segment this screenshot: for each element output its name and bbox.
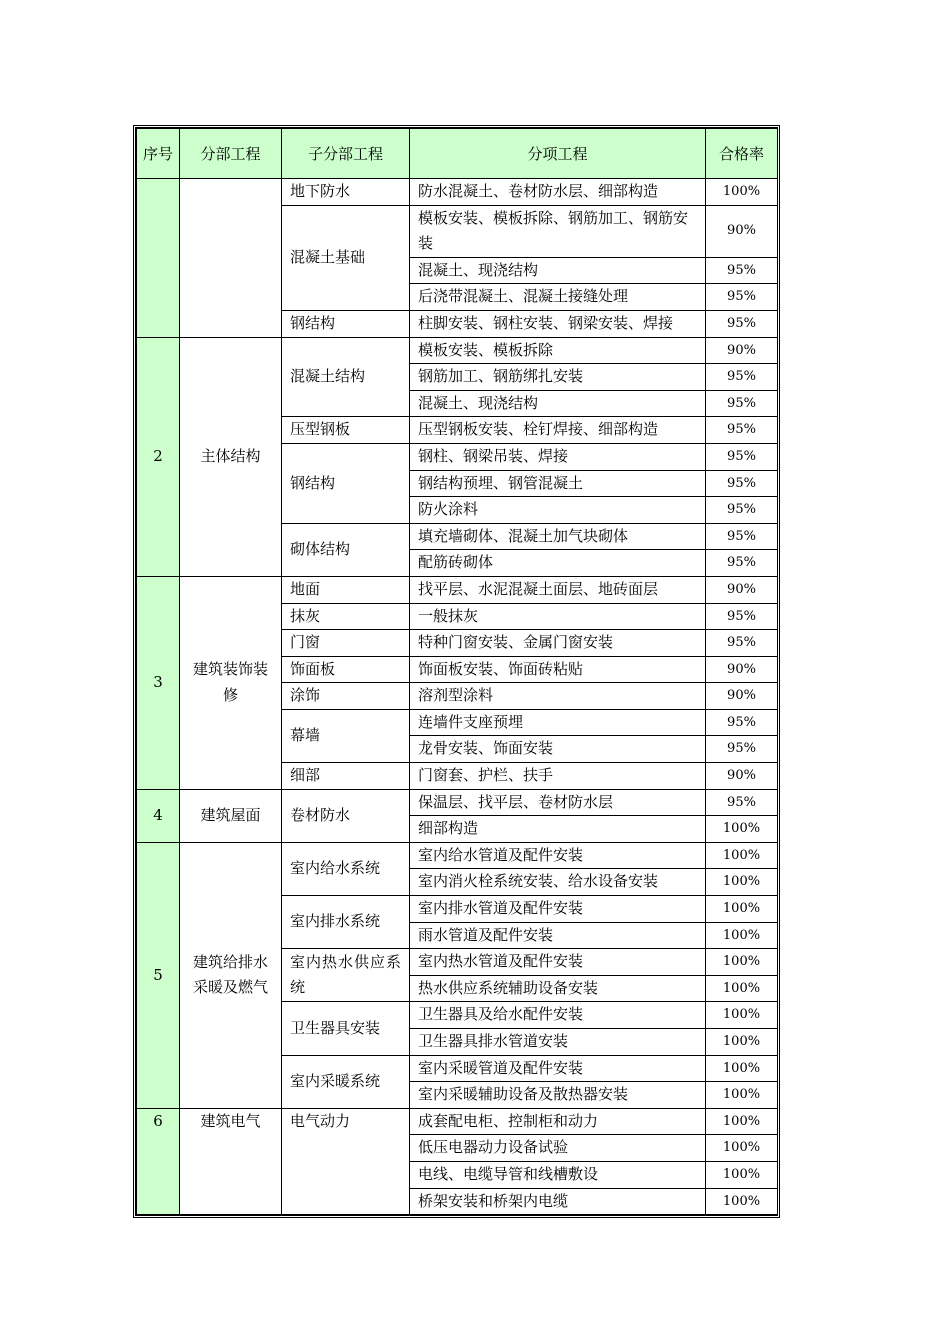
rate-cell: 100% xyxy=(706,1055,778,1082)
item-cell: 细部构造 xyxy=(410,816,706,843)
seq-cell: 5 xyxy=(137,842,180,1108)
rate-cell: 100% xyxy=(706,1002,778,1029)
quality-table xyxy=(136,128,778,1215)
rate-cell: 95% xyxy=(706,497,778,524)
header-division: 分部工程 xyxy=(180,129,282,179)
quality-table-frame xyxy=(133,125,780,1218)
subdivision-cell: 钢结构 xyxy=(282,443,410,523)
rate-cell: 100% xyxy=(706,1082,778,1109)
subdivision-cell: 饰面板 xyxy=(282,656,410,683)
subdivision-cell: 室内热水供应系统 xyxy=(282,949,410,1002)
item-cell: 钢结构预埋、钢管混凝土 xyxy=(410,470,706,497)
subdivision-cell: 幕墙 xyxy=(282,709,410,762)
rate-cell: 100% xyxy=(706,975,778,1002)
subdivision-cell: 室内给水系统 xyxy=(282,842,410,895)
rate-cell: 100% xyxy=(706,816,778,843)
rate-cell: 95% xyxy=(706,709,778,736)
rate-cell: 95% xyxy=(706,417,778,444)
subdivision-cell: 涂饰 xyxy=(282,683,410,710)
rate-cell: 100% xyxy=(706,1135,778,1162)
subdivision-cell: 地面 xyxy=(282,576,410,603)
division-cell xyxy=(180,179,282,338)
header-item: 分项工程 xyxy=(410,129,706,179)
subdivision-cell: 卫生器具安装 xyxy=(282,1002,410,1055)
item-cell: 门窗套、护栏、扶手 xyxy=(410,763,706,790)
rate-cell: 90% xyxy=(706,205,778,257)
rate-cell: 90% xyxy=(706,683,778,710)
rate-cell: 95% xyxy=(706,364,778,391)
rate-cell: 100% xyxy=(706,1161,778,1188)
item-cell: 室内排水管道及配件安装 xyxy=(410,896,706,923)
item-cell: 后浇带混凝土、混凝土接缝处理 xyxy=(410,284,706,311)
item-cell: 饰面板安装、饰面砖粘贴 xyxy=(410,656,706,683)
subdivision-cell: 室内排水系统 xyxy=(282,896,410,949)
item-cell: 电线、电缆导管和线槽敷设 xyxy=(410,1161,706,1188)
item-cell: 压型钢板安装、栓钉焊接、细部构造 xyxy=(410,417,706,444)
item-cell: 一般抹灰 xyxy=(410,603,706,630)
item-cell: 防水混凝土、卷材防水层、细部构造 xyxy=(410,179,706,206)
seq-cell: 6 xyxy=(137,1108,180,1214)
subdivision-cell: 混凝土结构 xyxy=(282,337,410,417)
rate-cell: 90% xyxy=(706,656,778,683)
item-cell: 模板安装、模板拆除 xyxy=(410,337,706,364)
item-cell: 桥架安装和桥架内电缆 xyxy=(410,1188,706,1215)
rate-cell: 100% xyxy=(706,869,778,896)
item-cell: 钢柱、钢梁吊装、焊接 xyxy=(410,443,706,470)
table-row xyxy=(137,842,778,869)
header-seq: 序号 xyxy=(137,129,180,179)
item-cell: 配筋砖砌体 xyxy=(410,550,706,577)
rate-cell: 95% xyxy=(706,443,778,470)
item-cell: 龙骨安装、饰面安装 xyxy=(410,736,706,763)
seq-cell: 3 xyxy=(137,576,180,789)
item-cell: 溶剂型涂料 xyxy=(410,683,706,710)
item-cell: 卫生器具及给水配件安装 xyxy=(410,1002,706,1029)
rate-cell: 100% xyxy=(706,1188,778,1215)
seq-cell: 2 xyxy=(137,337,180,576)
rate-cell: 95% xyxy=(706,550,778,577)
item-cell: 室内热水管道及配件安装 xyxy=(410,949,706,976)
subdivision-cell: 电气动力 xyxy=(282,1108,410,1214)
table-row xyxy=(137,576,778,603)
item-cell: 特种门窗安装、金属门窗安装 xyxy=(410,630,706,657)
header-subdivision: 子分部工程 xyxy=(282,129,410,179)
division-cell: 建筑电气 xyxy=(180,1108,282,1214)
item-cell: 成套配电柜、控制柜和动力 xyxy=(410,1108,706,1135)
rate-cell: 95% xyxy=(706,310,778,337)
rate-cell: 95% xyxy=(706,789,778,816)
subdivision-cell: 压型钢板 xyxy=(282,417,410,444)
item-cell: 雨水管道及配件安装 xyxy=(410,922,706,949)
item-cell: 室内消火栓系统安装、给水设备安装 xyxy=(410,869,706,896)
table-row xyxy=(137,789,778,816)
rate-cell: 95% xyxy=(706,736,778,763)
rate-cell: 100% xyxy=(706,1029,778,1056)
rate-cell: 95% xyxy=(706,630,778,657)
rate-cell: 95% xyxy=(706,284,778,311)
item-cell: 钢筋加工、钢筋绑扎安装 xyxy=(410,364,706,391)
item-cell: 室内给水管道及配件安装 xyxy=(410,842,706,869)
rate-cell: 90% xyxy=(706,763,778,790)
rate-cell: 100% xyxy=(706,922,778,949)
table-row xyxy=(137,1108,778,1135)
header-rate: 合格率 xyxy=(706,129,778,179)
rate-cell: 95% xyxy=(706,390,778,417)
item-cell: 混凝土、现浇结构 xyxy=(410,390,706,417)
division-cell: 建筑装饰装修 xyxy=(180,576,282,789)
subdivision-cell: 地下防水 xyxy=(282,179,410,206)
subdivision-cell: 门窗 xyxy=(282,630,410,657)
table-row xyxy=(137,337,778,364)
subdivision-cell: 混凝土基础 xyxy=(282,205,410,310)
subdivision-cell: 抹灰 xyxy=(282,603,410,630)
item-cell: 找平层、水泥混凝土面层、地砖面层 xyxy=(410,576,706,603)
subdivision-cell: 钢结构 xyxy=(282,310,410,337)
seq-cell: 4 xyxy=(137,789,180,842)
division-cell: 主体结构 xyxy=(180,337,282,576)
item-cell: 柱脚安装、钢柱安装、钢梁安装、焊接 xyxy=(410,310,706,337)
division-cell: 建筑给排水采暖及燃气 xyxy=(180,842,282,1108)
item-cell: 混凝土、现浇结构 xyxy=(410,257,706,284)
subdivision-cell: 砌体结构 xyxy=(282,523,410,576)
item-cell: 填充墙砌体、混凝土加气块砌体 xyxy=(410,523,706,550)
rate-cell: 100% xyxy=(706,949,778,976)
item-cell: 连墙件支座预埋 xyxy=(410,709,706,736)
subdivision-cell: 室内采暖系统 xyxy=(282,1055,410,1108)
item-cell: 卫生器具排水管道安装 xyxy=(410,1029,706,1056)
rate-cell: 90% xyxy=(706,576,778,603)
table-row xyxy=(137,179,778,206)
item-cell: 防火涂料 xyxy=(410,497,706,524)
table-body xyxy=(137,179,778,1215)
rate-cell: 100% xyxy=(706,842,778,869)
item-cell: 低压电器动力设备试验 xyxy=(410,1135,706,1162)
subdivision-cell: 卷材防水 xyxy=(282,789,410,842)
header-row xyxy=(137,129,778,179)
seq-cell xyxy=(137,179,180,338)
subdivision-cell: 细部 xyxy=(282,763,410,790)
item-cell: 热水供应系统辅助设备安装 xyxy=(410,975,706,1002)
rate-cell: 95% xyxy=(706,603,778,630)
item-cell: 室内采暖管道及配件安装 xyxy=(410,1055,706,1082)
rate-cell: 100% xyxy=(706,1108,778,1135)
item-cell: 室内采暖辅助设备及散热器安装 xyxy=(410,1082,706,1109)
item-cell: 保温层、找平层、卷材防水层 xyxy=(410,789,706,816)
rate-cell: 95% xyxy=(706,257,778,284)
rate-cell: 100% xyxy=(706,179,778,206)
rate-cell: 95% xyxy=(706,523,778,550)
division-cell: 建筑屋面 xyxy=(180,789,282,842)
item-cell: 模板安装、模板拆除、钢筋加工、钢筋安装 xyxy=(410,205,706,257)
rate-cell: 100% xyxy=(706,896,778,923)
rate-cell: 90% xyxy=(706,337,778,364)
rate-cell: 95% xyxy=(706,470,778,497)
